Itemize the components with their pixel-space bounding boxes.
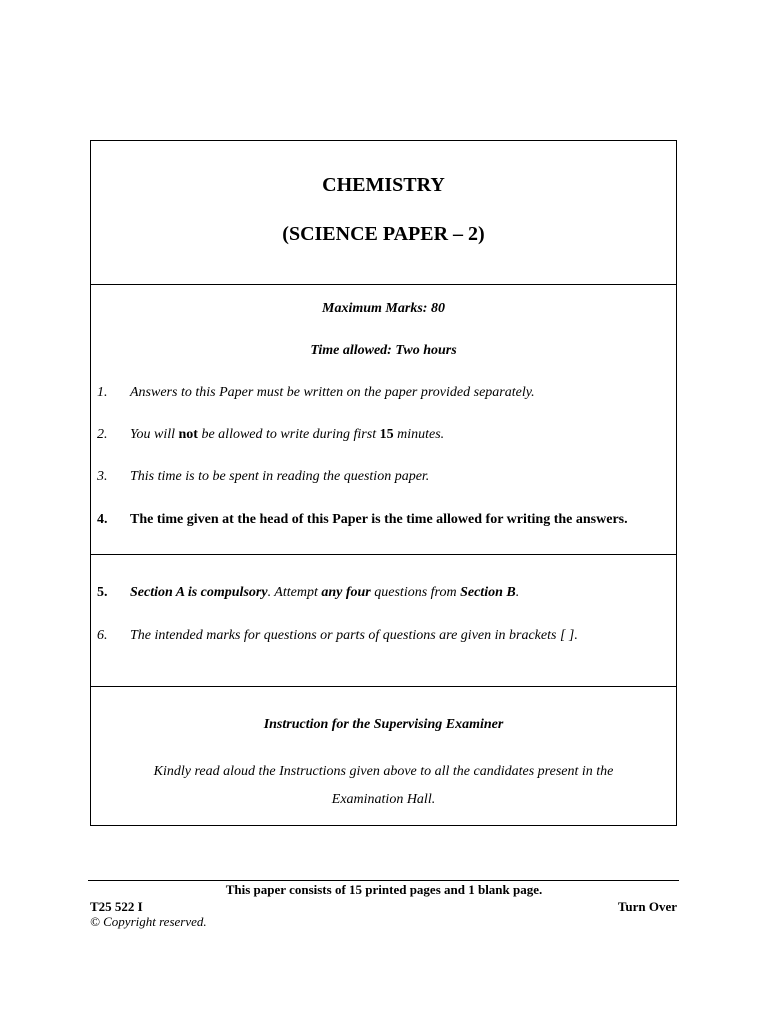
instruction-number: 2. bbox=[97, 427, 108, 442]
copyright-notice: © Copyright reserved. bbox=[90, 914, 207, 929]
text-run: . bbox=[515, 585, 520, 600]
time-allowed: Time allowed: Two hours bbox=[310, 343, 457, 358]
instruction-text: The intended marks for questions or parts of questions are given in brackets [ ]. bbox=[130, 628, 578, 643]
pages-note: This paper consists of 15 printed pages and 1 blank page. bbox=[225, 882, 543, 897]
paper-title: (SCIENCE PAPER – 2) bbox=[282, 223, 485, 245]
emphasis-section-a: Section A is compulsory bbox=[130, 585, 268, 600]
instruction-text: The time given at the head of this Paper is the time allowed for writing the answers. bbox=[130, 512, 628, 527]
instruction-number: 3. bbox=[97, 469, 108, 484]
general-instructions-section bbox=[91, 284, 676, 555]
instruction-text bbox=[130, 427, 444, 443]
supervisor-section bbox=[91, 686, 676, 826]
instruction-text: Answers to this Paper must be written on the paper provided separately. bbox=[130, 385, 535, 400]
footer-divider bbox=[88, 880, 679, 881]
supervisor-text: Kindly read aloud the Instructions given above to all the candidates present in the Examination Hall. bbox=[153, 764, 614, 807]
text-run: . Attempt bbox=[267, 585, 322, 600]
supervisor-heading: Instruction for the Supervising Examiner bbox=[263, 717, 504, 732]
emphasis-section-b: Section B bbox=[460, 585, 516, 600]
instructions-box bbox=[90, 140, 677, 826]
emphasis-15: 15 bbox=[379, 427, 394, 442]
instruction-number: 6. bbox=[97, 628, 108, 643]
text-run: be allowed to write during first bbox=[197, 427, 380, 442]
instruction-number: 5. bbox=[97, 585, 108, 600]
turn-over-label: Turn Over bbox=[617, 899, 677, 914]
emphasis-any-four: any four bbox=[321, 585, 371, 600]
maximum-marks: Maximum Marks: 80 bbox=[322, 301, 445, 316]
section-instructions bbox=[91, 554, 676, 687]
text-run: questions from bbox=[370, 585, 461, 600]
subject-title: CHEMISTRY bbox=[322, 174, 445, 196]
instruction-number: 4. bbox=[97, 512, 108, 527]
title-section bbox=[91, 141, 676, 285]
instruction-number: 1. bbox=[97, 385, 108, 400]
instruction-text bbox=[130, 585, 519, 601]
text-run: You will bbox=[130, 427, 179, 442]
text-run: minutes. bbox=[393, 427, 445, 442]
paper-code: T25 522 I bbox=[90, 899, 143, 914]
instruction-text: This time is to be spent in reading the question paper. bbox=[130, 469, 430, 484]
emphasis-not: not bbox=[178, 427, 198, 442]
